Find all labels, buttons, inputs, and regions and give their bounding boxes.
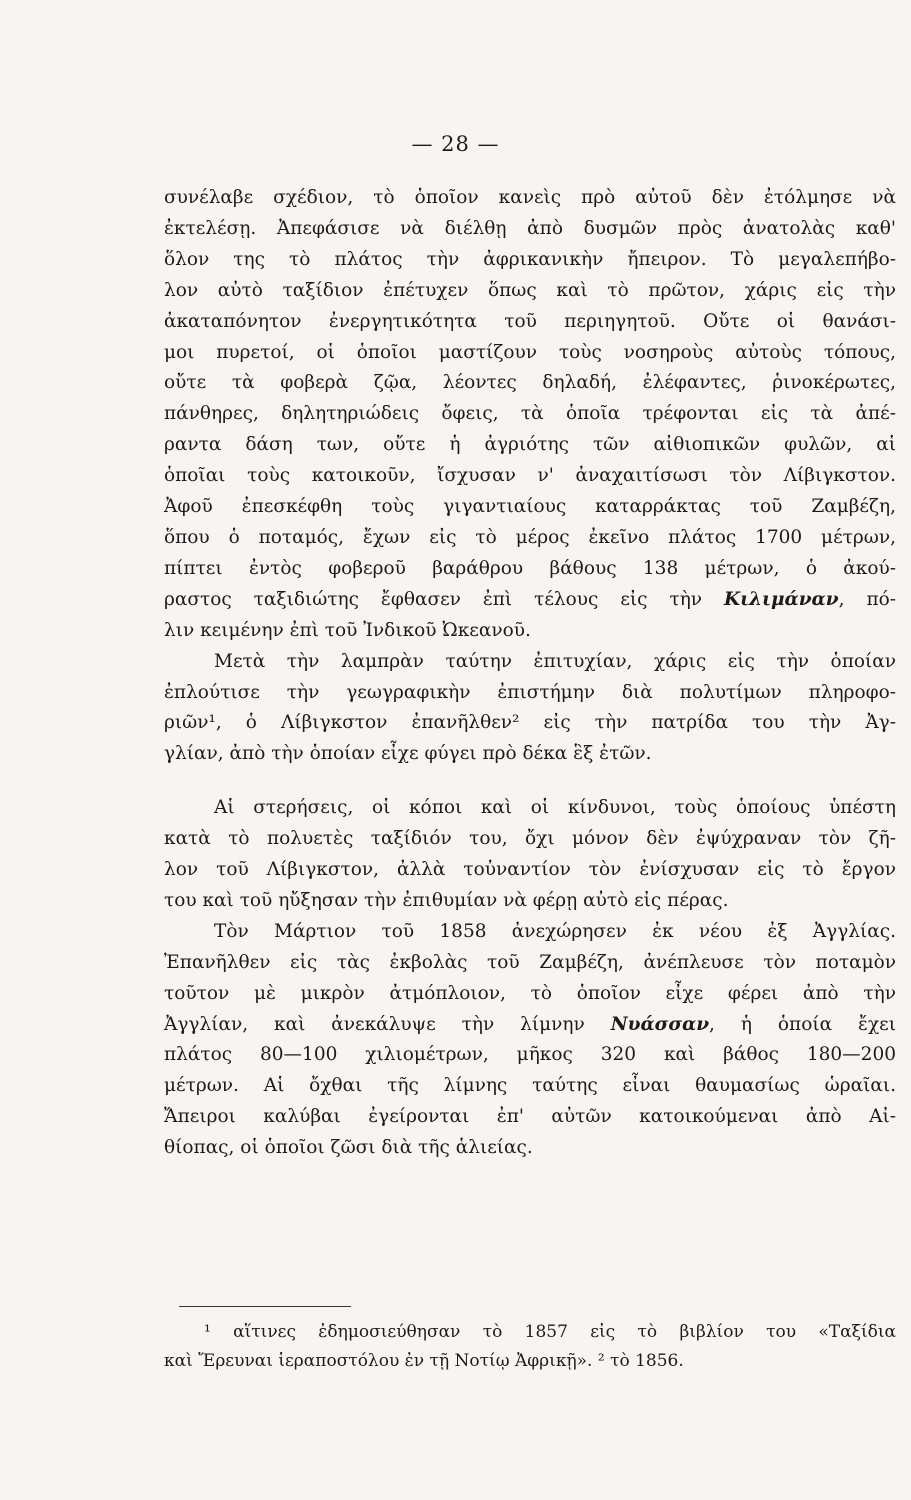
text-line: Μετὰ τὴν λαμπρὰν ταύτην ἐπιτυχίαν, χάρις εἰς τὴν ὁποίαν (214, 650, 896, 672)
paragraph (164, 917, 896, 1164)
text-line: ἀκαταπόνητον ἐνεργητικότητα τοῦ περιηγητοῦ. Οὔτε οἱ θανάσι- (164, 310, 896, 332)
text-line: γλίαν, ἀπὸ τὴν ὁποίαν εἶχε φύγει πρὸ δέκα ἓξ ἐτῶν. (164, 743, 652, 765)
text-line: ριῶν¹, ὁ Λίβιγκστον ἐπανῆλθεν² εἰς τὴν πατρίδα του τὴν Ἀγ- (164, 712, 896, 734)
text-line: Ἐπανῆλθεν εἰς τὰς ἐκβολὰς τοῦ Ζαμβέζη, ἀνέπλευσε τὸν ποταμὸν (164, 951, 896, 973)
footnote-divider (179, 1306, 351, 1307)
text-line: συνέλαβε σχέδιον, τὸ ὁποῖον κανεὶς πρὸ αὐτοῦ δὲν ἐτόλμησε νὰ (164, 187, 896, 208)
text-line: μέτρων. Αἱ ὄχθαι τῆς λίμνης ταύτης εἶναι θαυμασίως ὡραῖαι. (164, 1075, 896, 1097)
text-line: Ἀγγλίαν, καὶ ἀνεκάλυψε τὴν λίμνην Νυάσσαν, ἡ ὁποία ἔχει (164, 1013, 897, 1035)
text-line: λιν κειμένην ἐπὶ τοῦ Ἰνδικοῦ Ὠκεανοῦ. (164, 619, 531, 641)
text-line: κατὰ τὸ πολυετὲς ταξίδιόν του, ὄχι μόνον δὲν ἐψύχραναν τὸν ζῆ- (164, 828, 896, 850)
text-line: ἐκτελέσῃ. Ἀπεφάσισε νὰ διέλθῃ ἀπὸ δυσμῶν πρὸς ἀνατολὰς καθ' (164, 217, 896, 239)
text-line: θίοπας, οἱ ὁποῖοι ζῶσι διὰ τῆς ἁλιείας. (164, 1137, 533, 1159)
text-line: μοι πυρετοί, οἱ ὁποῖοι μαστίζουν τοὺς νοσηροὺς αὐτοὺς τόπους, (164, 341, 896, 363)
main-text (164, 183, 896, 1164)
text-line: πίπτει ἐντὸς φοβεροῦ βαράθρου βάθους 138 μέτρων, ὁ ἀκού- (164, 557, 896, 579)
text-line: Ἀφοῦ ἐπεσκέφθη τοὺς γιγαντιαίους καταρράκτας τοῦ Ζαμβέζη, (164, 496, 896, 518)
text-line: λον τοῦ Λίβιγκστον, ἀλλὰ τοὐναντίον τὸν ἐνίσχυσαν εἰς τὸ ἔργον (164, 859, 896, 881)
page-number: — 28 — (411, 132, 500, 156)
text-line: πλάτος 80—100 χιλιομέτρων, μῆκος 320 καὶ βάθος 180—200 (164, 1044, 896, 1066)
text-line: ὁποῖαι τοὺς κατοικοῦν, ἴσχυσαν ν' ἀναχαιτίσωσι τὸν Λίβιγκστον. (164, 465, 896, 487)
paragraph (164, 183, 896, 647)
text-line: Ἄπειροι καλύβαι ἐγείρονται ἐπ' αὐτῶν κατοικούμεναι ἀπὸ Αἰ- (164, 1106, 896, 1128)
text-line: Τὸν Μάρτιον τοῦ 1858 ἀνεχώρησεν ἐκ νέου ἐξ Ἀγγλίας. (214, 920, 896, 942)
text-line: οὔτε τὰ φοβερὰ ζῷα, λέοντες δηλαδή, ἐλέφαντες, ῥινοκέρωτες, (164, 372, 896, 394)
text-line: Αἱ στερήσεις, οἱ κόποι καὶ οἱ κίνδυνοι, τοὺς ὁποίους ὑπέστη (214, 797, 896, 819)
paragraph (164, 647, 896, 771)
footnote-line: καὶ Ἔρευναι ἱεραποστόλου ἐν τῇ Νοτίῳ Ἀφρικῇ». ² τὸ 1856. (164, 1350, 684, 1371)
text-line: ραντα δάση των, οὔτε ἡ ἀγριότης τῶν αἰθιοπικῶν φυλῶν, αἱ (164, 434, 896, 456)
paragraph (164, 793, 896, 917)
text-line: ὅπου ὁ ποταμός, ἔχων εἰς τὸ μέρος ἐκεῖνο πλάτος 1700 μέτρων, (164, 526, 896, 548)
text-line: τοῦτον μὲ μικρὸν ἀτμόπλοιον, τὸ ὁποῖον εἶχε φέρει ἀπὸ τὴν (164, 982, 896, 1004)
text-line: του καὶ τοῦ ηὔξησαν τὴν ἐπιθυμίαν νὰ φέρῃ αὐτὸ εἰς πέρας. (164, 889, 729, 911)
text-line: ἐπλούτισε τὴν γεωγραφικὴν ἐπιστήμην διὰ πολυτίμων πληροφο- (164, 681, 896, 703)
text-line: πάνθηρες, δηλητηριώδεις ὄφεις, τὰ ὁποῖα τρέφονται εἰς τὰ ἀπέ- (164, 403, 896, 425)
footnotes (164, 1318, 896, 1376)
text-line: ὅλον της τὸ πλάτος τὴν ἀφρικανικὴν ἤπειρον. Τὸ μεγαλεπήβο- (164, 248, 896, 270)
text-line: ραστος ταξιδιώτης ἔφθασεν ἐπὶ τέλους εἰς τὴν Κιλιμάναν, πό- (164, 588, 896, 610)
footnote-line: ¹ αἵτινες ἐδημοσιεύθησαν τὸ 1857 εἰς τὸ βιβλίον του «Ταξίδια (204, 1322, 896, 1342)
text-line: λον αὐτὸ ταξίδιον ἐπέτυχεν ὅπως καὶ τὸ πρῶτον, χάρις εἰς τὴν (164, 279, 896, 301)
